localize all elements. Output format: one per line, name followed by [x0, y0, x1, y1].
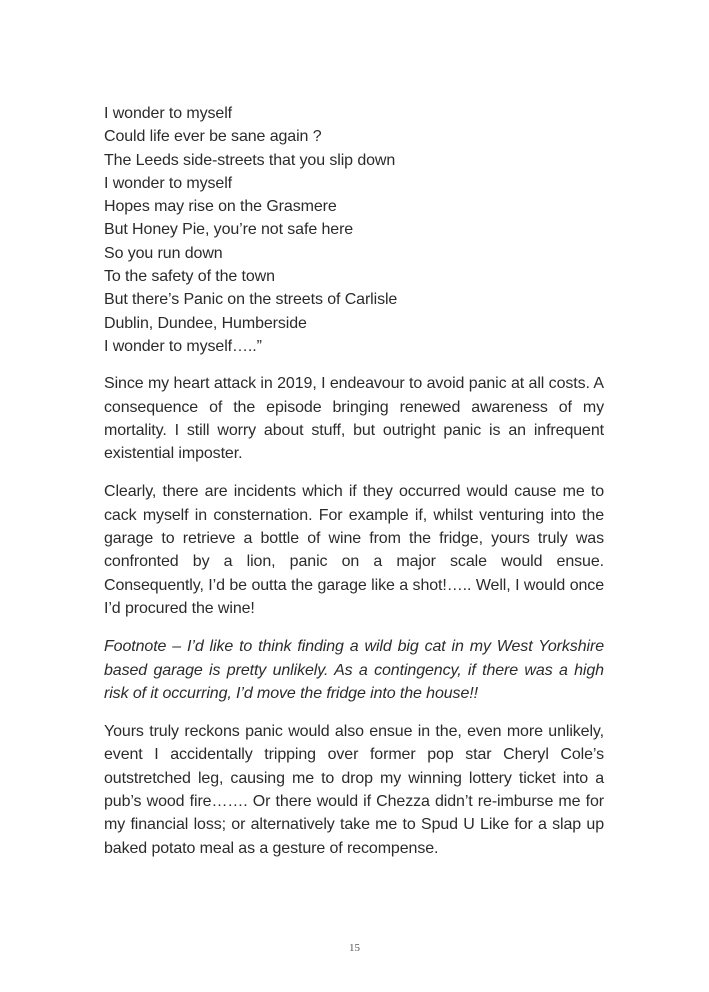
paragraph-cheryl-cole: Yours truly reckons panic would also ensue in the, even more unlikely, event I accidentally tripping over former pop star Cheryl Cole’s outstretched leg, causing me to drop my winning lottery ticket into a pub’s wood fire……. Or there would if Chezza didn’t re-imburse me for my financial loss; or alternatively take me to Spud U Like for a slap up baked potato meal as a gesture of recompense.: [104, 723, 604, 857]
poem-line: I wonder to myself…..”: [104, 337, 262, 355]
poem-line: I wonder to myself: [104, 174, 233, 192]
poem-line: I wonder to myself: [104, 105, 233, 122]
page-body: [104, 102, 604, 875]
poem-line: To the safety of the town: [104, 268, 275, 286]
poem-line: Could life ever be sane again ?: [104, 128, 322, 146]
page-number: 15: [349, 942, 360, 954]
paragraph-footnote: Footnote – I’d like to think finding a wild big cat in my West Yorkshire based garage is pretty unlikely. As a contingency, if there was a high risk of it occurring, I’d move the fridge into the house!!: [104, 638, 604, 702]
poem-line: So you run down: [104, 244, 223, 262]
poem-line: But there’s Panic on the streets of Carlisle: [104, 291, 398, 309]
poem-line: Dublin, Dundee, Humberside: [104, 314, 307, 332]
poem-lyrics: [104, 102, 604, 358]
poem-line: The Leeds side-streets that you slip down: [104, 151, 396, 169]
paragraph-lion-garage: Clearly, there are incidents which if they occurred would cause me to cack myself in consternation. For example if, whilst venturing into the garage to retrieve a bottle of wine from the fridge, yours truly was confronted by a lion, panic on a major scale would ensue. Consequently, I’d be outta the garage like a shot!….. Well, I would once I’d procured the wine!: [104, 483, 604, 617]
poem-line: But Honey Pie, you’re not safe here: [104, 221, 354, 239]
poem-line: Hopes may rise on the Grasmere: [104, 198, 337, 216]
paragraph-heart-attack: Since my heart attack in 2019, I endeavour to avoid panic at all costs. A consequence of the episode bringing renewed awareness of my mortality. I still worry about stuff, but outright panic is an infrequent existential imposter.: [104, 375, 604, 463]
